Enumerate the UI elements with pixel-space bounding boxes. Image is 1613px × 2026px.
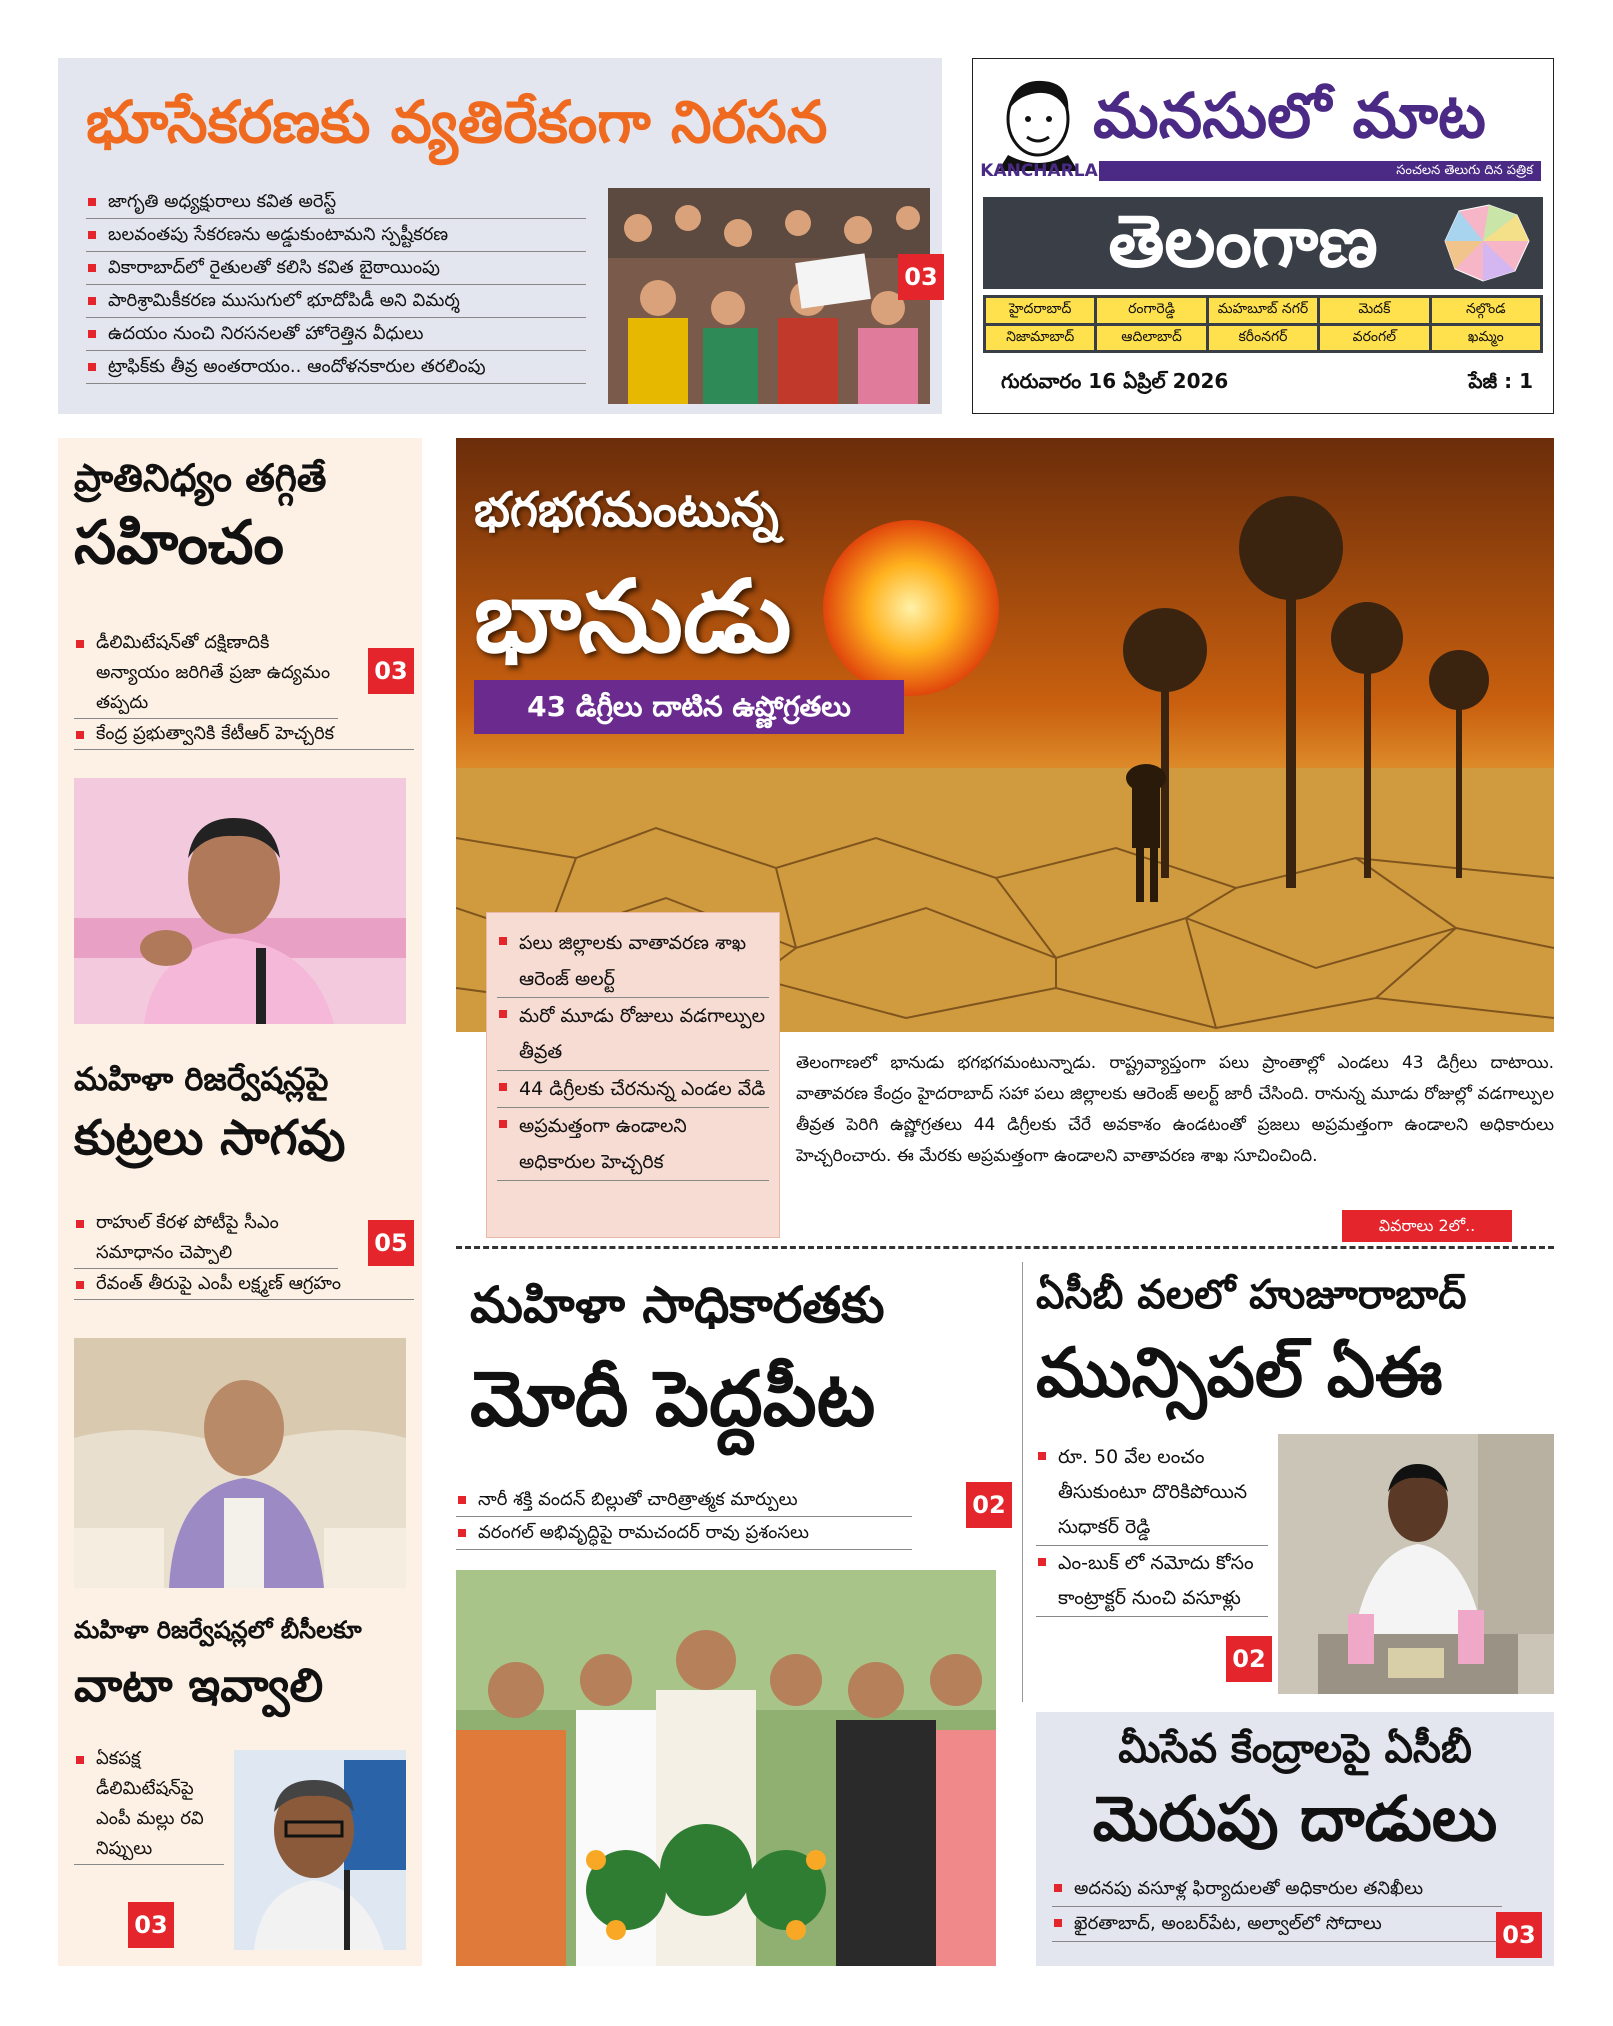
district-item: నల్గొండ (1432, 298, 1540, 323)
acb-headline-line2: మున్సిపల్ ఏఈ (1036, 1334, 1443, 1413)
list-item: అదనపు వసూళ్ల ఫిర్యాదులతో అధికారుల తనిఖీలు (1052, 1872, 1502, 1907)
column-divider (1022, 1262, 1023, 1702)
district-item: నిజామాబాద్ (986, 326, 1094, 351)
district-item: వరంగల్ (1320, 326, 1428, 351)
list-item: మరో మూడు రోజులు వడగాల్పుల తీవ్రత (497, 998, 769, 1071)
brand-name: మనసులో మాట (1093, 79, 1486, 152)
acb-bullets (1036, 1440, 1268, 1617)
story3-headline-line2: వాటా ఇవ్వాలి (74, 1658, 324, 1712)
list-item: ఏకపక్ష డీలిమిటేషన్‌పై ఎంపీ మల్లు రవి నిప్పులు (74, 1744, 224, 1865)
list-item: కేంద్ర ప్రభుత్వానికి కేటీఆర్ హెచ్చరిక (74, 719, 414, 750)
page-number: పేజీ : 1 (1468, 369, 1533, 393)
page-ref-badge: 02 (966, 1482, 1012, 1528)
modi-headline-line2: మోదీ పెద్దపీట (470, 1354, 876, 1443)
lead-headline: భానుడు (474, 558, 792, 675)
story2-headline-line2: కుట్రలు సాగవు (74, 1110, 346, 1166)
list-item: ట్రాఫిక్‌కు తీవ్ర అంతరాయం.. ఆందోళనకారుల తరలింపు (86, 351, 586, 384)
issue-date: గురువారం 16 ఏప్రిల్ 2026 (1001, 369, 1229, 393)
brand-tagline: సంచలన తెలుగు దిన పత్రిక (1396, 163, 1533, 178)
acb-headline-line1: ఏసీబీ వలలో హుజూరాబాద్ (1036, 1272, 1467, 1318)
page-ref-badge: 02 (1226, 1636, 1272, 1682)
story1-bullets (74, 628, 338, 750)
top-story-panel (58, 58, 942, 414)
lead-body-text: తెలంగాణలో భానుడు భగభగమంటున్నాడు. రాష్ట్రవ్యాప్తంగా పలు ప్రాంతాల్లో ఎండలు 43 డిగ్రీలు దాటాయి. వాతావరణ కేంద్రం హైదరాబాద్ సహా పలు జిల్లాలకు ఆరెంజ్ అలర్ట్ జారీ చేసింది. రానున్న మూడు రోజుల్లో వడగాల్పుల తీవ్రత పెరిగి ఉష్ణోగ్రతలు 44 డిగ్రీలకు చేరే అవకాశం ఉండటంతో ప్రజలు అప్రమత్తంగా ఉండాలని అధికారులు హెచ్చరించారు. ఈ మేరకు అప్రమత్తంగా ఉండాలని వాతావరణ శాఖ సూచించింది. (796, 1053, 1554, 1166)
list-item: అప్రమత్తంగా ఉండాలని అధికారుల హెచ్చరిక (497, 1108, 769, 1181)
masthead (972, 58, 1554, 414)
region-title: తెలంగాణ (1108, 199, 1378, 283)
acb-accused-photo (1278, 1434, 1554, 1694)
meeseva-panel (1036, 1712, 1554, 1966)
top-story-headline: భూసేకరణకు వ్యతిరేకంగా నిరసన (86, 88, 828, 156)
story2-bullets (74, 1208, 341, 1300)
ktr-photo (74, 778, 406, 1024)
story3-headline-line1: మహిళా రిజర్వేషన్లలో బీసీలకూ (74, 1616, 362, 1644)
top-story-bullets (86, 186, 586, 384)
list-item: నారీ శక్తి వందన్ బిల్లుతో చారిత్రాత్మక మార్పులు (456, 1484, 912, 1517)
list-item: డీలిమిటేషన్‌తో దక్షిణాదికి అన్యాయం జరిగితే ప్రజా ఉద్యమం తప్పదు (74, 628, 338, 719)
story3-bullets (74, 1744, 224, 1865)
meeseva-bullets (1052, 1872, 1502, 1942)
list-item: రూ. 50 వేల లంచం తీసుకుంటూ దొరికిపోయిన సుధాకర్ రెడ్డి (1036, 1440, 1268, 1546)
lead-more-tag: వివరాలు 2లో.. (1342, 1210, 1512, 1242)
story1-headline-line2: సహించం (74, 508, 284, 578)
lead-kicker: భగభగమంటున్న (474, 482, 779, 538)
modi-headline-line1: మహిళా సాధికారతకు (470, 1276, 885, 1334)
district-item: కరీంనగర్ (1209, 326, 1317, 351)
list-item: ఎం-బుక్ లో నమోదు కోసం కాంట్రాక్టర్ నుంచి వసూళ్లు (1036, 1546, 1268, 1617)
page-ref-badge: 03 (1496, 1912, 1542, 1958)
list-item: 44 డిగ్రీలకు చేరనున్న ఎండల వేడి (497, 1071, 769, 1108)
page-ref-badge: 03 (898, 254, 944, 300)
lead-bullet-box (486, 912, 780, 1238)
list-item: వరంగల్ అభివృద్ధిపై రామచందర్ రావు ప్రశంసలు (456, 1517, 912, 1550)
list-item: జాగృతి అధ్యక్షురాలు కవిత అరెస్ట్ (86, 186, 586, 219)
protest-photo (608, 188, 930, 404)
cartoon-label: KANCHARLA (980, 161, 1098, 181)
region-banner (983, 197, 1543, 289)
district-item: హైదరాబాద్ (986, 298, 1094, 323)
page-ref-badge: 05 (368, 1220, 414, 1266)
lead-strap: 43 డిగ్రీలు దాటిన ఉష్ణోగ్రతలు (474, 680, 904, 734)
meeseva-headline-line1: మీసేవ కేంద్రాలపై ఏసీబీ (1118, 1726, 1472, 1772)
ramachander-rao-photo (456, 1570, 996, 1966)
district-item: మహబూబ్ నగర్ (1209, 298, 1317, 323)
page-ref-badge: 03 (128, 1902, 174, 1948)
left-column (58, 438, 422, 1966)
list-item: ఖైరతాబాద్, అంబర్‌పేట, అల్వాల్‌లో సోదాలు (1052, 1907, 1502, 1942)
list-item: పారిశ్రామికీకరణ ముసుగులో భూదోపిడీ అని విమర్శ (86, 285, 586, 318)
list-item: ఉదయం నుంచి నిరసనలతో హోరెత్తిన వీధులు (86, 318, 586, 351)
mallu-ravi-photo (234, 1750, 406, 1950)
telangana-map-icon (1439, 201, 1535, 285)
list-item: రేవంత్ తీరుపై ఎంపీ లక్ష్మణ్ ఆగ్రహం (74, 1269, 414, 1300)
meeseva-headline-line2: మెరుపు దాడులు (1092, 1782, 1498, 1855)
district-item: రంగారెడ్డి (1097, 298, 1205, 323)
modi-bullets (456, 1484, 912, 1550)
district-grid (983, 295, 1543, 353)
district-item: మెదక్ (1320, 298, 1428, 323)
story2-headline-line1: మహిళా రిజర్వేషన్లపై (74, 1060, 329, 1098)
page-ref-badge: 03 (368, 648, 414, 694)
district-item: ఆదిలాబాద్ (1097, 326, 1205, 351)
story1-headline-line1: ప్రాతినిధ్యం తగ్గితే (74, 456, 327, 500)
list-item: పలు జిల్లాలకు వాతావరణ శాఖ ఆరెంజ్ అలర్ట్ (497, 925, 769, 998)
laxman-photo (74, 1338, 406, 1588)
lead-bullets (497, 925, 769, 1181)
list-item: బలవంతపు సేకరణను అడ్డుకుంటామని స్పష్టీకరణ (86, 219, 586, 252)
list-item: రాహుల్ కేరళ పోటీపై సీఎం సమాధానం చెప్పాలి (74, 1208, 338, 1269)
list-item: వికారాబాద్‌లో రైతులతో కలిసి కవిత బైఠాయింపు (86, 252, 586, 285)
section-divider (456, 1246, 1554, 1249)
district-item: ఖమ్మం (1432, 326, 1540, 351)
